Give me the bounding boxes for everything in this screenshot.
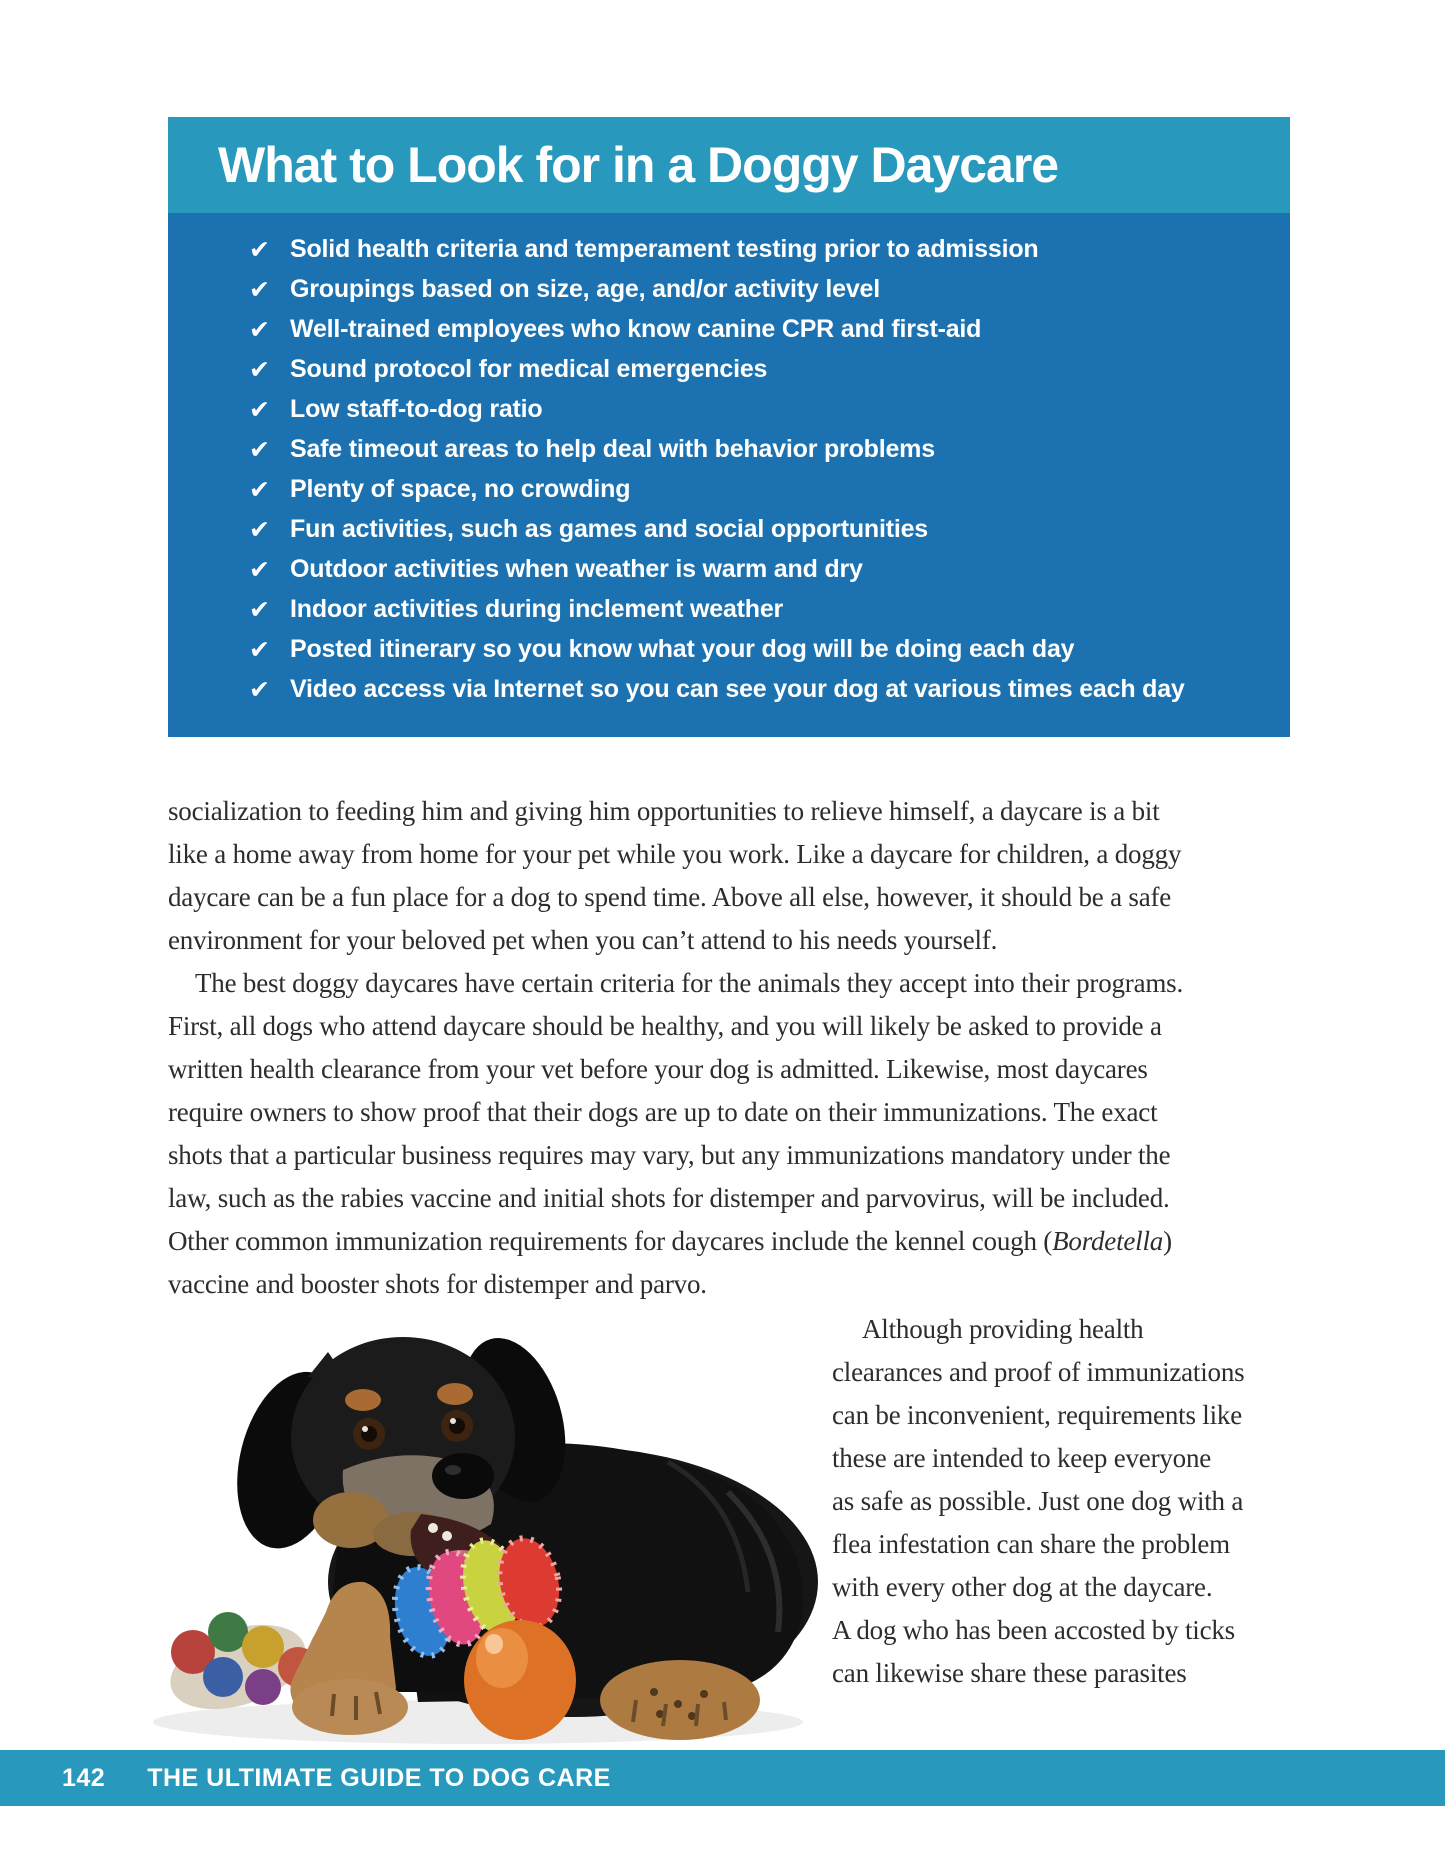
text-line: daycare can be a fun place for a dog to spend time. Above all else, however, it should be a safe — [168, 882, 1172, 912]
check-icon: ✔ — [249, 394, 270, 424]
check-icon: ✔ — [249, 674, 270, 704]
check-icon: ✔ — [249, 234, 270, 264]
checklist-item — [168, 229, 1270, 269]
checklist-item — [168, 349, 1270, 389]
footer-book-title: THE ULTIMATE GUIDE TO DOG CARE — [147, 1763, 611, 1792]
checklist-item — [168, 309, 1270, 349]
check-icon: ✔ — [249, 434, 270, 464]
callout-box — [168, 117, 1290, 737]
checklist-item-label: Groupings based on size, age, and/or activity level — [290, 274, 880, 303]
text-line: these are intended to keep everyone — [832, 1443, 1212, 1473]
checklist-item — [168, 589, 1270, 629]
check-icon: ✔ — [249, 354, 270, 384]
text-line: flea infestation can share the problem — [832, 1529, 1230, 1559]
checklist-item-label: Plenty of space, no crowding — [290, 474, 631, 503]
text-line: environment for your beloved pet when you can’t attend to his needs yourself. — [168, 925, 998, 955]
text-line: First, all dogs who attend daycare should be healthy, and you will likely be asked to provide a — [168, 1011, 1162, 1041]
checklist-item-label: Safe timeout areas to help deal with behavior problems — [290, 434, 935, 463]
text-line: as safe as possible. Just one dog with a — [832, 1486, 1244, 1516]
text-line: with every other dog at the daycare. — [832, 1572, 1213, 1602]
checklist-item — [168, 429, 1270, 469]
dog-photo-image — [88, 1292, 830, 1754]
callout-body — [168, 213, 1290, 737]
text-line: vaccine and booster shots for distemper and parvo. — [168, 1269, 707, 1299]
text-line: socialization to feeding him and giving him opportunities to relieve himself, a daycare is a bit — [168, 796, 1160, 826]
checklist-item-label: Solid health criteria and temperament testing prior to admission — [290, 234, 1039, 263]
checklist-item-label: Indoor activities during inclement weather — [290, 594, 784, 623]
footer-page-number: 142 — [62, 1763, 106, 1792]
dog-photo — [88, 1292, 830, 1754]
checklist-item — [168, 469, 1270, 509]
check-icon: ✔ — [249, 274, 270, 304]
text-line: shots that a particular business requires may vary, but any immunizations mandatory under the — [168, 1140, 1171, 1170]
text-line: Other common immunization requirements for daycares include the kennel cough (Bordetella) — [168, 1226, 1172, 1256]
checklist-item-label: Low staff-to-dog ratio — [290, 394, 543, 423]
check-icon: ✔ — [249, 554, 270, 584]
orange-ball — [464, 1620, 576, 1740]
check-icon: ✔ — [249, 314, 270, 344]
checklist-item — [168, 269, 1270, 309]
text-line: require owners to show proof that their dogs are up to date on their immunizations. The exact — [168, 1097, 1158, 1127]
checklist-item-label: Sound protocol for medical emergencies — [290, 354, 768, 383]
checklist-item-label: Fun activities, such as games and social opportunities — [290, 514, 928, 543]
text-line: A dog who has been accosted by ticks — [832, 1615, 1235, 1645]
text-line: Although providing health — [862, 1314, 1144, 1344]
paragraph-2 — [168, 962, 1318, 1306]
check-icon: ✔ — [249, 594, 270, 624]
checklist-item-label: Well-trained employees who know canine CPR and first-aid — [290, 314, 982, 343]
article-text — [168, 790, 1318, 1306]
callout-header — [168, 117, 1290, 213]
text-line: like a home away from home for your pet while you work. Like a daycare for children, a doggy — [168, 839, 1182, 869]
text-line: written health clearance from your vet before your dog is admitted. Likewise, most daycares — [168, 1054, 1148, 1084]
checklist — [168, 229, 1270, 709]
text-line: The best doggy daycares have certain criteria for the animals they accept into their programs. — [195, 968, 1184, 998]
checklist-item — [168, 669, 1270, 709]
text-line: can likewise share these parasites — [832, 1658, 1187, 1688]
text-line: law, such as the rabies vaccine and initial shots for distemper and parvovirus, will be included. — [168, 1183, 1170, 1213]
paragraph-1 — [168, 790, 1318, 962]
checklist-item — [168, 629, 1270, 669]
callout-title: What to Look for in a Doggy Daycare — [218, 137, 1059, 193]
checklist-item-label: Outdoor activities when weather is warm and dry — [290, 554, 863, 583]
footer-bar — [0, 1750, 1445, 1806]
aside-text — [832, 1308, 1337, 1695]
checklist-item — [168, 549, 1270, 589]
check-icon: ✔ — [249, 474, 270, 504]
checklist-item — [168, 389, 1270, 429]
checklist-item-label: Video access via Internet so you can see your dog at various times each day — [290, 674, 1185, 703]
checklist-item-label: Posted itinerary so you know what your dog will be doing each day — [290, 634, 1075, 663]
check-icon: ✔ — [249, 634, 270, 664]
checklist-item — [168, 509, 1270, 549]
text-line: clearances and proof of immunizations — [832, 1357, 1245, 1387]
text-line: can be inconvenient, requirements like — [832, 1400, 1242, 1430]
check-icon: ✔ — [249, 514, 270, 544]
